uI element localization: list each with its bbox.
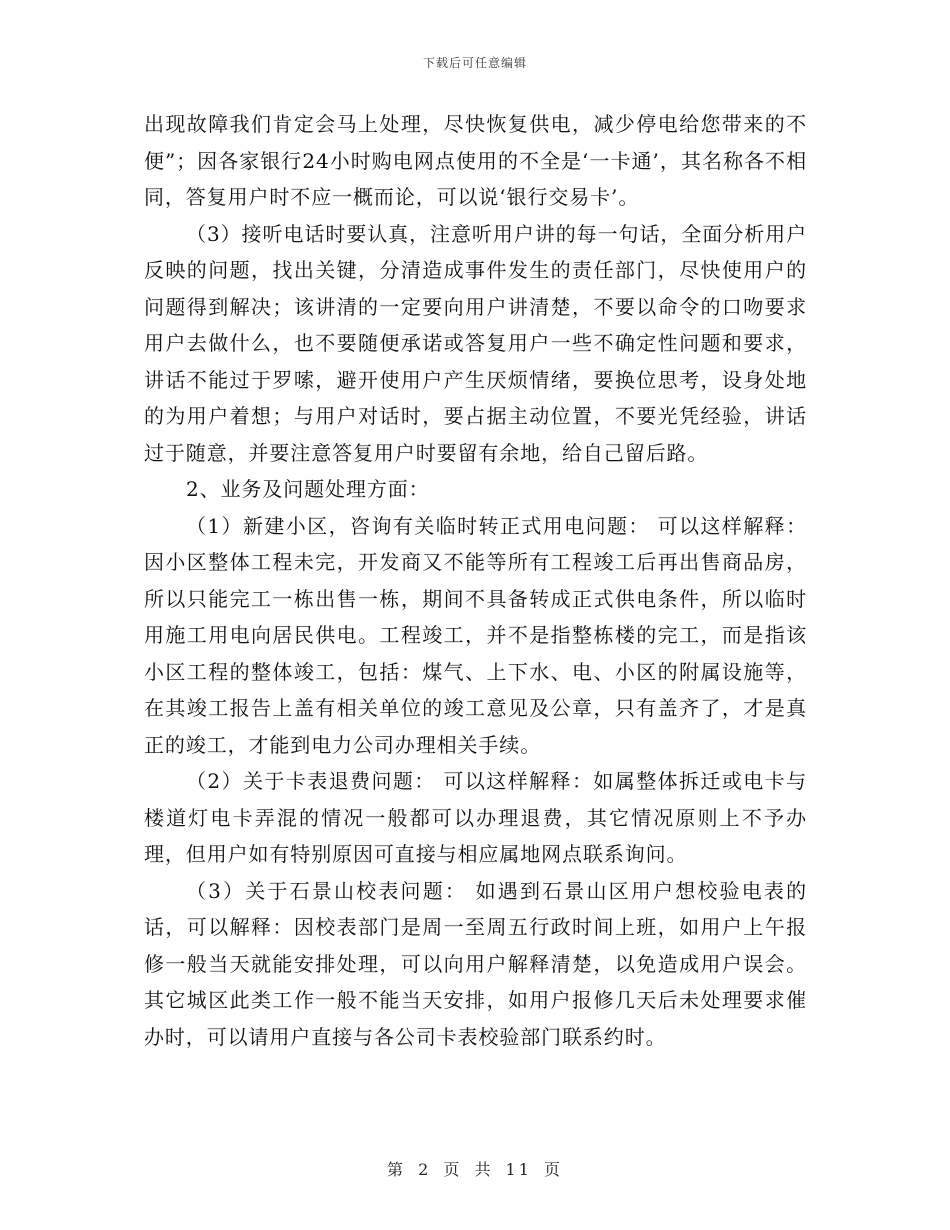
paragraph-continuation: 出现故障我们肯定会马上处理，尽快恢复供电，减少停电给您带来的不便”；因各家银行24小时购电网点使用的不全是‘一卡通’，其名称各不相同，答复用户时不应一概而论，可以说‘银行交易卡’。: [144, 112, 807, 209]
page-number-footer: 第 2 页 共 11 页: [387, 1160, 563, 1179]
paragraph-card-meter-refund: （2）关于卡表退费问题： 可以这样解释：如属整体拆迁或电卡与楼道灯电卡弄混的情况一般都可以办理退费，其它情况原则上不予办理，但用户如有特别原因可直接与相应属地网点联系询问。: [144, 769, 807, 866]
page-header: 下载后可任意编辑: [422, 56, 527, 70]
section-heading-business: 2、业务及问题处理方面：: [186, 477, 430, 501]
document-body: [144, 106, 807, 1055]
paragraph-new-community: （1）新建小区，咨询有关临时转正式用电问题： 可以这样解释：因小区整体工程未完，开发商又不能等所有工程竣工后再出售商品房，所以只能完工一栋出售一栋，期间不具备转成正式供电条件，所以临时用施工用电向居民供电。工程竣工，并不是指整栋楼的完工，而是指该小区工程的整体竣工，包括：煤气、上下水、电、小区的附属设施等，在其竣工报告上盖有相关单位的竣工意见及公章，只有盖齐了，才是真正的竣工，才能到电力公司办理相关手续。: [144, 513, 807, 757]
paragraph-answer-phone: （3）接听电话时要认真，注意听用户讲的每一句话，全面分析用户反映的问题，找出关键，分清造成事件发生的责任部门，尽快使用户的问题得到解决；该讲清的一定要向用户讲清楚，不要以命令的口吻要求用户去做什么，也不要随便承诺或答复用户一些不确定性问题和要求，讲话不能过于罗嗦，避开使用户产生厌烦情绪，要换位思考，设身处地的为用户着想；与用户对话时，要占据主动位置，不要光凭经验，讲话过于随意，并要注意答复用户时要留有余地，给自己留后路。: [144, 221, 807, 465]
paragraph-meter-calibration: （3）关于石景山校表问题： 如遇到石景山区用户想校验电表的话，可以解释：因校表部门是周一至周五行政时间上班，如用户上午报修一般当天就能安排处理，可以向用户解释清楚，以免造成用户误会。其它城区此类工作一般不能当天安排，如用户报修几天后未处理要求催办时，可以请用户直接与各公司卡表校验部门联系约时。: [144, 878, 807, 1049]
